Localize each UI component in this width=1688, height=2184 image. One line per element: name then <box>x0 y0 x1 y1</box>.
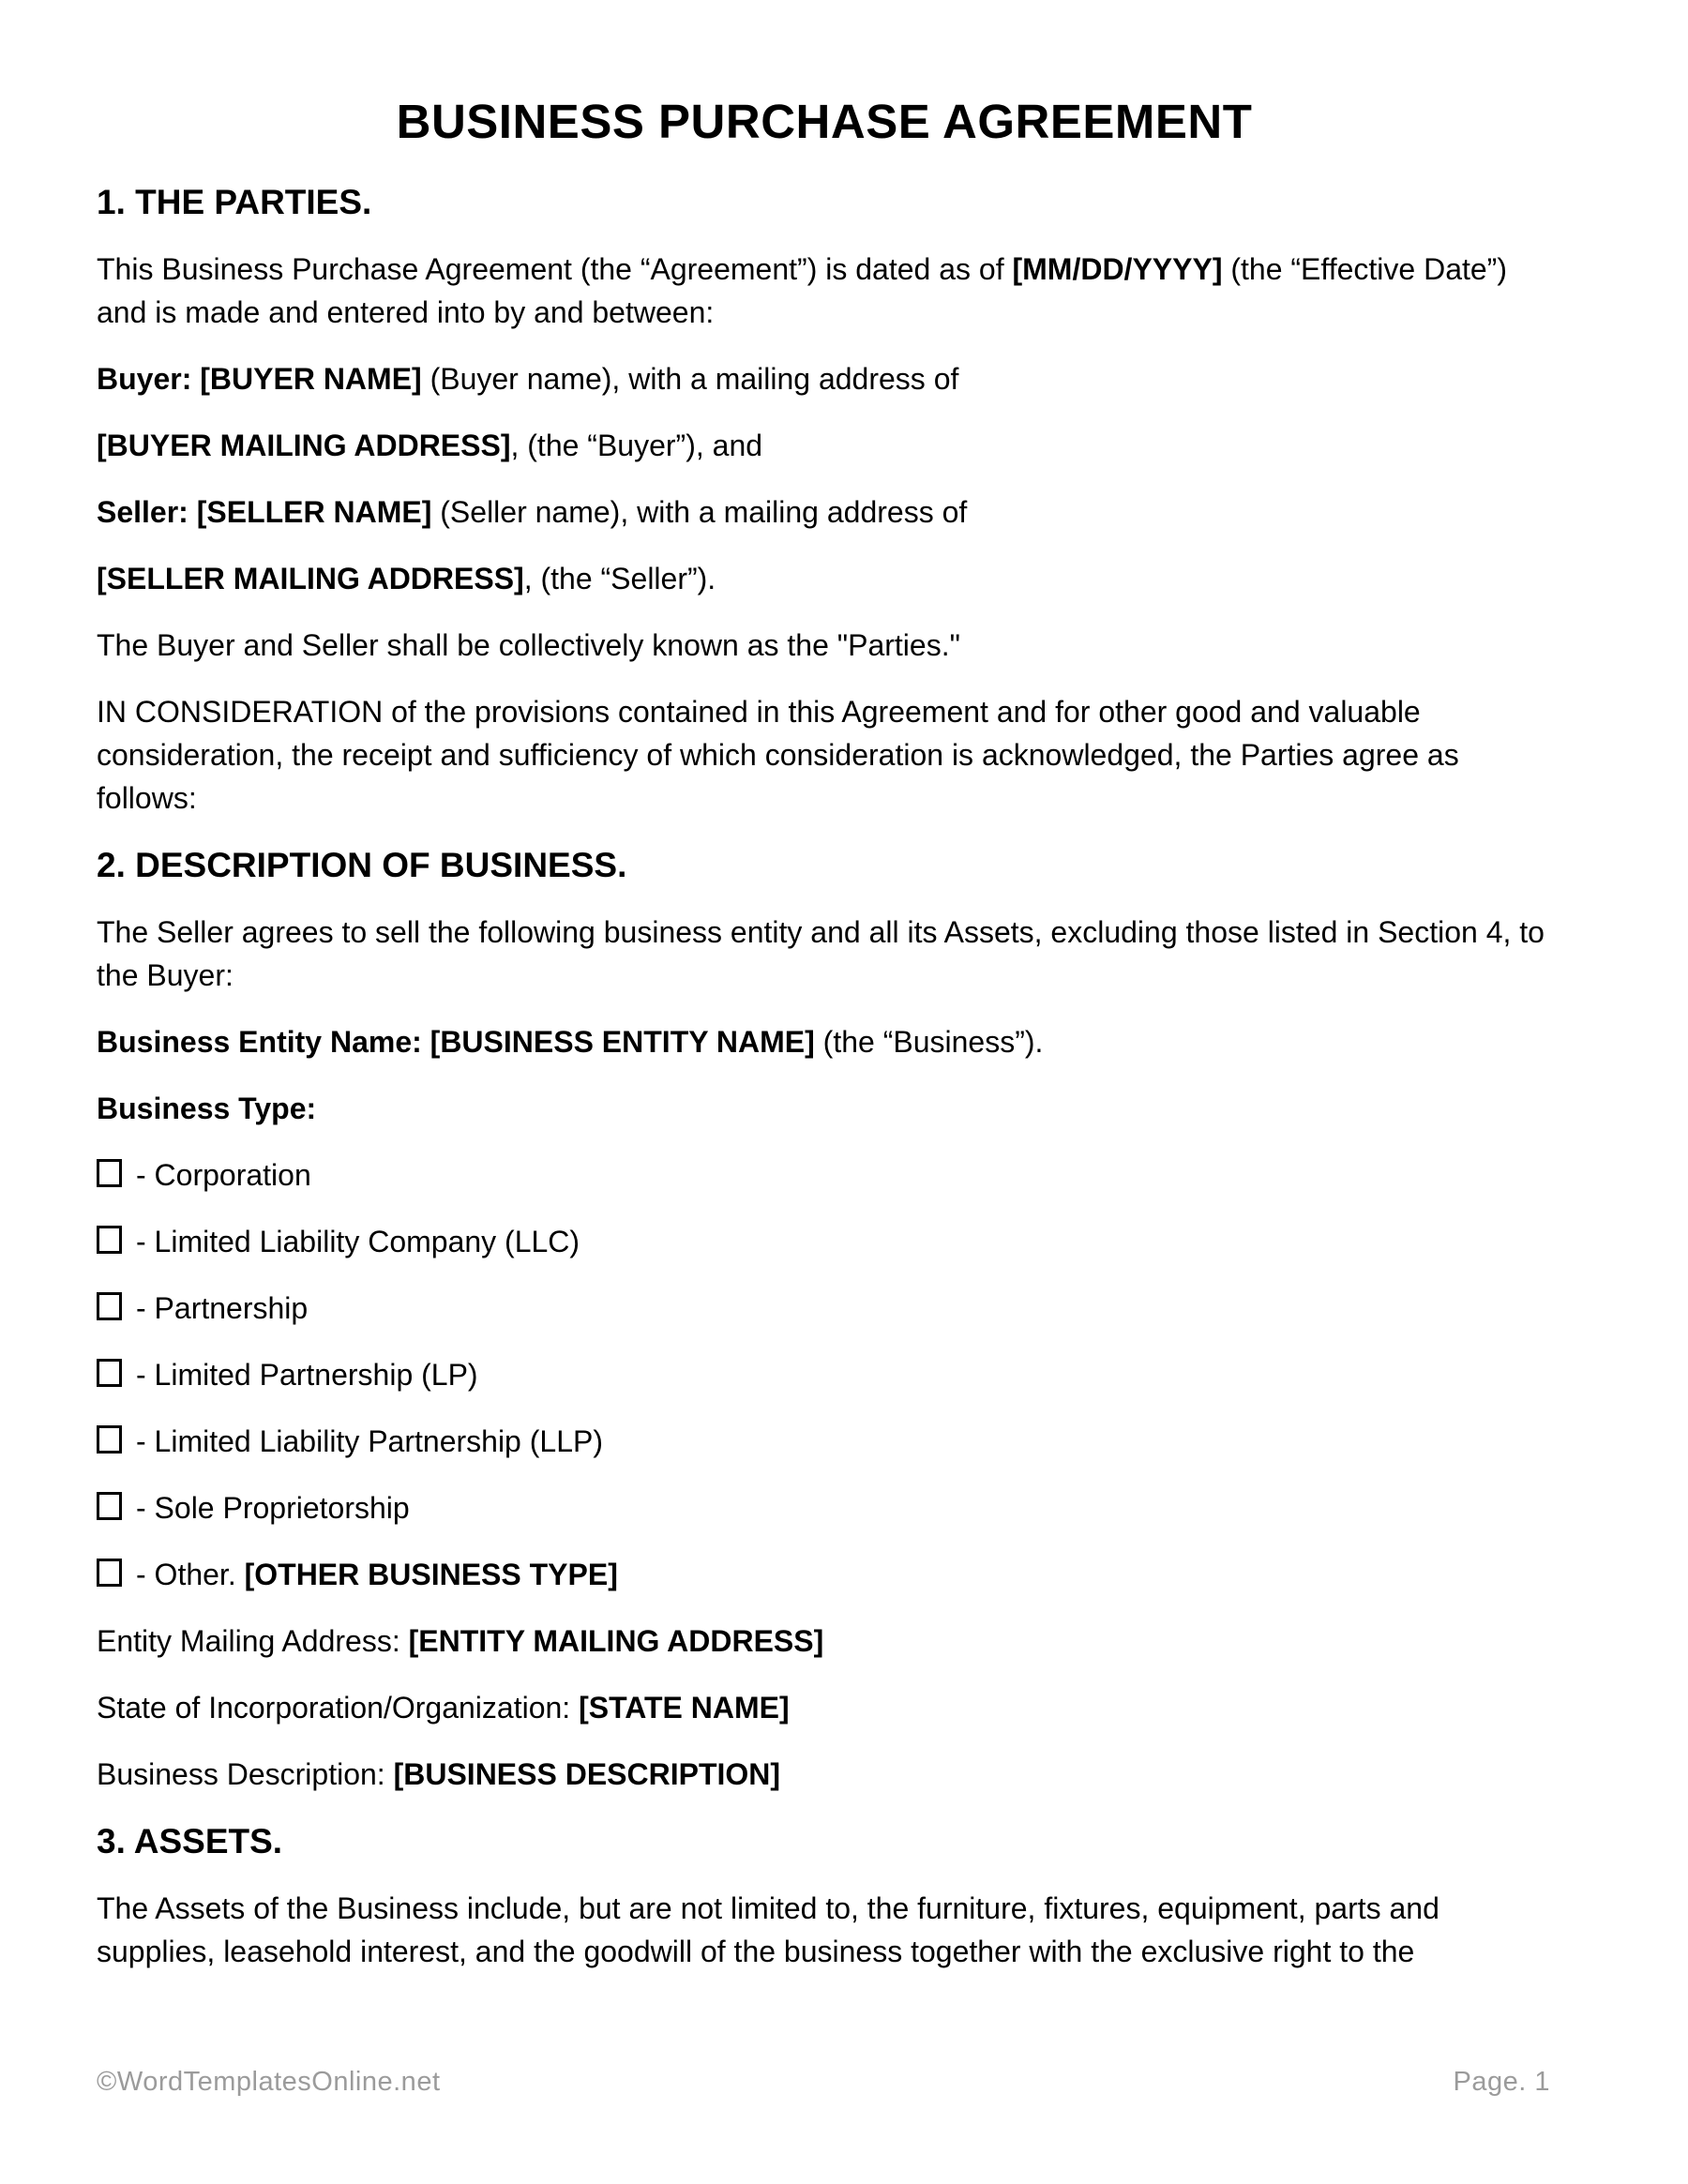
section-2-heading <box>97 843 1552 888</box>
state-of-incorporation-line <box>97 1686 1552 1729</box>
checkbox-corporation <box>97 1153 1552 1197</box>
intro-paragraph <box>97 248 1552 334</box>
text-run: - Other. <box>136 1558 245 1591</box>
text-run-bold: [STATE NAME] <box>579 1691 790 1725</box>
text-run: (Buyer name), with a mailing address of <box>421 362 959 396</box>
buyer-line <box>97 357 1552 400</box>
text-run-bold: Seller: [SELLER NAME] <box>97 495 432 529</box>
section-3-heading <box>97 1819 1552 1864</box>
business-entity-name-line <box>97 1020 1552 1063</box>
seller-line <box>97 490 1552 534</box>
text-run: The Assets of the Business include, but are not limited to, the furniture, fixtures, equipment, parts and supplies, leasehold interest, and the goodwill of the business together with the exclusive right to the <box>97 1891 1439 1968</box>
buyer-address-line <box>97 424 1552 467</box>
checkbox-limited-partnership-box-icon[interactable] <box>97 1359 122 1387</box>
text-run: State of Incorporation/Organization: <box>97 1691 580 1725</box>
text-run: (the “Business”). <box>814 1025 1044 1059</box>
checkbox-partnership-box-icon[interactable] <box>97 1292 122 1320</box>
text-run-bold: 2. DESCRIPTION OF BUSINESS. <box>97 846 627 884</box>
checkbox-sole-proprietorship <box>97 1486 1552 1529</box>
assets-paragraph <box>97 1887 1552 1973</box>
text-run: (the “Effective Date”) and is made and entered into by and between: <box>97 252 1507 329</box>
text-run: , (the “Seller”). <box>523 562 716 595</box>
text-run-bold: Business Type: <box>97 1092 317 1125</box>
checkbox-llc <box>97 1220 1552 1263</box>
text-run-bold: [MM/DD/YYYY] <box>1012 252 1223 286</box>
text-run-bold: Buyer: [BUYER NAME] <box>97 362 422 396</box>
document-body <box>97 180 1552 1973</box>
text-run: Entity Mailing Address: <box>97 1624 409 1658</box>
text-run-bold: [BUSINESS DESCRIPTION] <box>393 1757 781 1791</box>
text-run: - Limited Partnership (LP) <box>136 1358 478 1392</box>
checkbox-llp <box>97 1420 1552 1463</box>
checkbox-other <box>97 1553 1552 1596</box>
business-description-line <box>97 1753 1552 1796</box>
text-run: - Limited Liability Company (LLC) <box>136 1225 580 1258</box>
text-run-bold: Business Entity Name: [BUSINESS ENTITY NAME] <box>97 1025 815 1059</box>
text-run-bold: [SELLER MAILING ADDRESS] <box>97 562 524 595</box>
checkbox-llc-box-icon[interactable] <box>97 1226 122 1254</box>
footer-page-number: Page. 1 <box>1453 2067 1550 2097</box>
text-run: , (the “Buyer”), and <box>510 429 763 462</box>
seller-address-line <box>97 557 1552 600</box>
text-run: - Limited Liability Partnership (LLP) <box>136 1424 603 1458</box>
checkbox-corporation-box-icon[interactable] <box>97 1159 122 1187</box>
checkbox-llp-box-icon[interactable] <box>97 1425 122 1453</box>
page-footer <box>97 2066 1550 2098</box>
text-run: - Partnership <box>136 1291 309 1325</box>
consideration-paragraph <box>97 690 1552 820</box>
checkbox-sole-proprietorship-box-icon[interactable] <box>97 1492 122 1520</box>
parties-line <box>97 624 1552 667</box>
business-sale-paragraph <box>97 911 1552 997</box>
checkbox-limited-partnership <box>97 1353 1552 1396</box>
text-run-bold: [BUYER MAILING ADDRESS] <box>97 429 511 462</box>
text-run-bold: [OTHER BUSINESS TYPE] <box>244 1558 618 1591</box>
text-run: (Seller name), with a mailing address of <box>431 495 968 529</box>
text-run-bold: [ENTITY MAILING ADDRESS] <box>408 1624 824 1658</box>
entity-mailing-address-line <box>97 1619 1552 1663</box>
footer-credit: ©WordTemplatesOnline.net <box>97 2067 441 2097</box>
document-title: BUSINESS PURCHASE AGREEMENT <box>396 95 1253 148</box>
text-run: The Buyer and Seller shall be collectively known as the "Parties." <box>97 628 960 662</box>
section-1-heading <box>97 180 1552 225</box>
text-run: Business Description: <box>97 1757 394 1791</box>
text-run: This Business Purchase Agreement (the “Agreement”) is dated as of <box>97 252 1013 286</box>
text-run: IN CONSIDERATION of the provisions contained in this Agreement and for other good and valuable consideration, the receipt and sufficiency of which consideration is acknowledged, the Parties agree as follows: <box>97 695 1459 815</box>
text-run-bold: 1. THE PARTIES. <box>97 183 372 221</box>
text-run: - Sole Proprietorship <box>136 1491 410 1525</box>
text-run: - Corporation <box>136 1158 311 1192</box>
checkbox-partnership <box>97 1287 1552 1330</box>
checkbox-other-box-icon[interactable] <box>97 1559 122 1587</box>
business-type-label <box>97 1087 1552 1130</box>
text-run-bold: 3. ASSETS. <box>97 1822 283 1860</box>
text-run: The Seller agrees to sell the following business entity and all its Assets, excluding those listed in Section 4, to the Buyer: <box>97 915 1545 992</box>
